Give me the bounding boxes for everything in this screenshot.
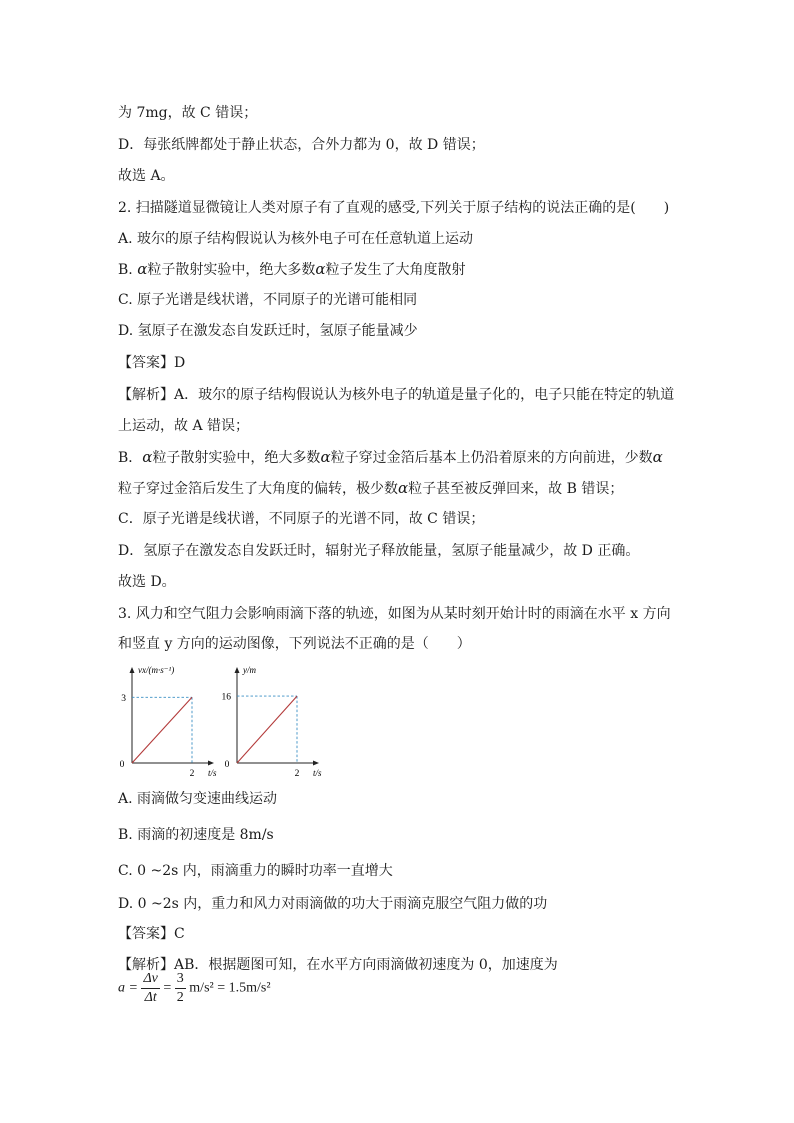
alpha-symbol: α: [142, 448, 153, 466]
question-2-stem: 2. 扫描隧道显微镜让人类对原子有了直观的感受,下列关于原子结构的说法正确的是( ): [118, 200, 670, 216]
question-3-option-b: B. 雨滴的初速度是 8m/s: [118, 827, 274, 843]
text-fragment: 粒子甚至被反弹回来，故 B 错误；: [408, 481, 624, 497]
question-3-option-a: A. 雨滴做匀变速曲线运动: [118, 791, 278, 807]
alpha-symbol: α: [315, 260, 326, 278]
text-line: D．每张纸牌都处于静止状态，合外力都为 0，故 D 错误；: [118, 137, 485, 153]
formula-result: m/s² = 1.5m/s²: [189, 980, 271, 996]
question-3-option-c: C. 0 ~2s 内，雨滴重力的瞬时功率一直增大: [118, 863, 393, 879]
fraction: [175, 970, 186, 1007]
question-2-explanation: 上运动，故 A 错误；: [118, 418, 250, 434]
motion-graphs: [112, 660, 322, 785]
question-2-explanation: C．原子光谱是线状谱，不同原子的光谱不同，故 C 错误；: [118, 511, 485, 527]
text-fragment: 粒子散射实验中，绝大多数: [152, 450, 321, 466]
origin-label: 0: [119, 760, 125, 770]
y-axis-arrow: [235, 667, 240, 673]
question-2-option-c: C. 原子光谱是线状谱，不同原子的光谱可能相同: [118, 292, 418, 308]
y-axis-label: vx/(m·s⁻¹): [138, 665, 175, 675]
question-3-option-d: D. 0 ~2s 内，重力和风力对雨滴做的功大于雨滴克服空气阻力做的功: [118, 896, 548, 912]
text-fragment: 粒子穿过金箔后发生了大角度的偏转，极少数: [118, 481, 398, 497]
alpha-symbol: α: [652, 448, 663, 466]
fraction: [141, 970, 159, 1007]
text-line: 为 7mg，故 C 错误；: [118, 105, 258, 121]
alpha-symbol: α: [320, 448, 331, 466]
x-tick-label: 2: [189, 769, 195, 779]
y-tick-label: 3: [121, 693, 126, 704]
x-axis-arrow: [313, 761, 319, 766]
question-2-explanation: [118, 447, 714, 468]
question-3-explanation: 【解析】AB．根据题图可知，在水平方向雨滴做初速度为 0，加速度为: [118, 957, 558, 973]
x-axis-arrow: [208, 761, 214, 766]
fraction-numerator: 3: [175, 970, 186, 989]
series-line: [132, 697, 192, 763]
question-3-stem: 3. 风力和空气阻力会影响雨滴下落的轨迹，如图为从某时刻开始计时的雨滴在水平 x 方向: [118, 606, 671, 622]
y-t-graph: [222, 665, 323, 779]
fraction-denominator: 2: [176, 990, 184, 1005]
question-2-option-a: A. 玻尔的原子结构假说认为核外电子可在任意轨道上运动: [118, 231, 474, 247]
question-3-answer: 【答案】C: [118, 926, 185, 942]
formula-lhs: a =: [118, 980, 138, 996]
option-label: B.: [118, 262, 138, 278]
fraction-numerator: Δv: [141, 970, 159, 989]
question-2-option-b: [118, 259, 714, 280]
series-line: [237, 696, 297, 763]
question-2-explanation: [118, 478, 714, 499]
text-fragment: B．: [118, 450, 143, 466]
acceleration-formula: [118, 970, 418, 1020]
y-axis-arrow: [130, 667, 135, 673]
alpha-symbol: α: [137, 260, 148, 278]
question-2-explanation: 故选 D。: [118, 574, 176, 590]
text-line: 故选 A。: [118, 168, 175, 184]
y-axis-label: y/m: [243, 665, 256, 675]
x-tick-label: 2: [294, 769, 300, 779]
question-3-stem: 和竖直 y 方向的运动图像，下列说法不正确的是（ ）: [118, 636, 471, 652]
alpha-symbol: α: [398, 479, 409, 497]
option-text: 粒子发生了大角度散射: [325, 262, 466, 278]
fraction-denominator: Δt: [144, 990, 157, 1005]
equals-sign: =: [163, 980, 172, 996]
question-2-explanation: D．氢原子在激发态自发跃迁时，辐射光子释放能量，氢原子能量减少，故 D 正确。: [118, 543, 640, 559]
question-2-explanation: 【解析】A．玻尔的原子结构假说认为核外电子的轨道是量子化的，电子只能在特定的轨道: [118, 387, 675, 403]
question-2-option-d: D. 氢原子在激发态自发跃迁时，氢原子能量减少: [118, 323, 418, 339]
text-fragment: 粒子穿过金箔后基本上仍沿着原来的方向前进，少数: [330, 450, 653, 466]
y-tick-label: 16: [221, 692, 231, 703]
question-2-answer: 【答案】D: [118, 355, 186, 371]
x-axis-label: t/s: [313, 768, 322, 778]
x-axis-label: t/s: [208, 768, 217, 778]
origin-label: 0: [224, 760, 230, 770]
vx-t-graph: [120, 665, 217, 779]
option-text: 粒子散射实验中，绝大多数: [147, 262, 316, 278]
